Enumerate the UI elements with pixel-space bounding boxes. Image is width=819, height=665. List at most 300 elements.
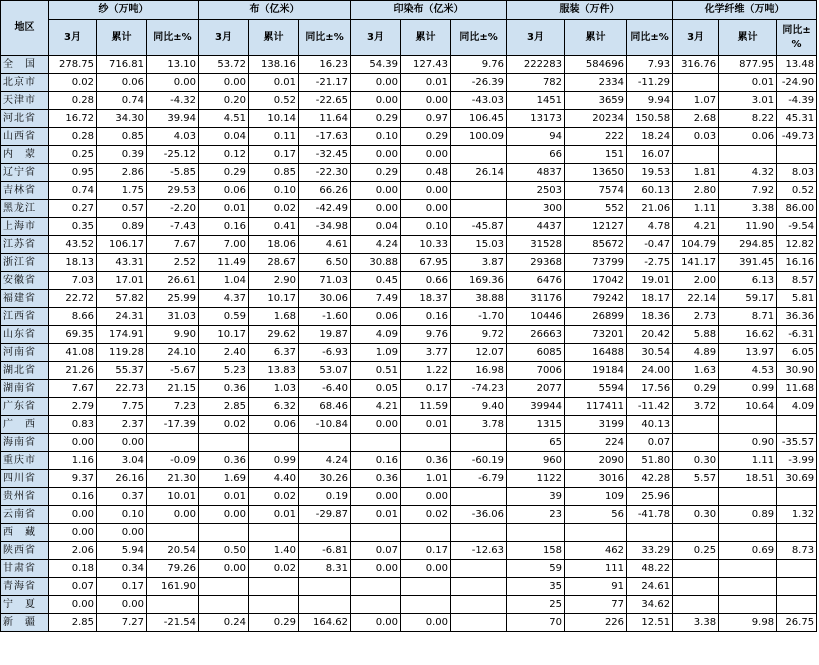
value-cell: 4.03 (147, 128, 199, 146)
value-cell: 2.00 (673, 272, 719, 290)
value-cell: 0.59 (199, 308, 249, 326)
value-cell: 0.29 (351, 164, 401, 182)
value-cell: 0.37 (97, 488, 147, 506)
value-cell: 41.08 (49, 344, 97, 362)
value-cell: 0.00 (351, 560, 401, 578)
value-cell: 28.67 (249, 254, 299, 272)
table-row (1, 542, 817, 560)
value-cell: 0.01 (199, 200, 249, 218)
group-header-yarn: 纱（万吨） (49, 1, 199, 20)
value-cell: 6.50 (299, 254, 351, 272)
value-cell: 0.07 (627, 434, 673, 452)
value-cell: 30.90 (777, 362, 817, 380)
value-cell: 17.01 (97, 272, 147, 290)
value-cell: 0.04 (199, 128, 249, 146)
region-cell: 广东省 (1, 398, 49, 416)
value-cell: 2.68 (673, 110, 719, 128)
value-cell: -21.54 (147, 614, 199, 632)
value-cell (451, 146, 507, 164)
subheader-cumulative: 累计 (97, 20, 147, 56)
value-cell: 4.51 (199, 110, 249, 128)
value-cell: 3.77 (401, 344, 451, 362)
value-cell: 59.17 (719, 290, 777, 308)
value-cell: 2.85 (199, 398, 249, 416)
value-cell: 5.57 (673, 470, 719, 488)
value-cell: 10.33 (401, 236, 451, 254)
value-cell: -34.98 (299, 218, 351, 236)
value-cell: 0.01 (401, 74, 451, 92)
table-row (1, 74, 817, 92)
value-cell: 3016 (565, 470, 627, 488)
value-cell: 8.57 (777, 272, 817, 290)
value-cell: 0.00 (199, 560, 249, 578)
value-cell (673, 416, 719, 434)
value-cell: 7.49 (351, 290, 401, 308)
value-cell: 9.98 (719, 614, 777, 632)
value-cell (673, 524, 719, 542)
value-cell: 9.72 (451, 326, 507, 344)
value-cell: -0.09 (147, 452, 199, 470)
value-cell: 6.32 (249, 398, 299, 416)
value-cell: 0.12 (199, 146, 249, 164)
value-cell: 0.00 (49, 524, 97, 542)
region-cell: 湖北省 (1, 362, 49, 380)
value-cell: 31176 (507, 290, 565, 308)
value-cell: -9.54 (777, 218, 817, 236)
value-cell: 73799 (565, 254, 627, 272)
value-cell: 0.00 (401, 614, 451, 632)
value-cell (249, 578, 299, 596)
value-cell: 20.54 (147, 542, 199, 560)
value-cell: 0.35 (49, 218, 97, 236)
region-cell: 西 藏 (1, 524, 49, 542)
value-cell: 7.75 (97, 398, 147, 416)
value-cell: 2334 (565, 74, 627, 92)
value-cell: 0.36 (351, 470, 401, 488)
value-cell: 35 (507, 578, 565, 596)
value-cell: 2.80 (673, 182, 719, 200)
value-cell (627, 524, 673, 542)
value-cell: 11.68 (777, 380, 817, 398)
region-cell: 河北省 (1, 110, 49, 128)
value-cell: 30.26 (299, 470, 351, 488)
value-cell: 26.14 (451, 164, 507, 182)
value-cell: 4.09 (777, 398, 817, 416)
value-cell: 53.72 (199, 56, 249, 74)
value-cell: 21.30 (147, 470, 199, 488)
value-cell (673, 596, 719, 614)
region-cell: 海南省 (1, 434, 49, 452)
value-cell: 5.23 (199, 362, 249, 380)
value-cell: 100.09 (451, 128, 507, 146)
value-cell: 79242 (565, 290, 627, 308)
region-cell: 北京市 (1, 74, 49, 92)
value-cell (719, 578, 777, 596)
value-cell: 34.30 (97, 110, 147, 128)
value-cell: 0.01 (401, 416, 451, 434)
value-cell (777, 560, 817, 578)
value-cell: 9.37 (49, 470, 97, 488)
value-cell: 7.93 (627, 56, 673, 74)
value-cell: -74.23 (451, 380, 507, 398)
value-cell: 2077 (507, 380, 565, 398)
value-cell: 0.95 (49, 164, 97, 182)
value-cell: 138.16 (249, 56, 299, 74)
value-cell: 0.36 (401, 452, 451, 470)
value-cell: 391.45 (719, 254, 777, 272)
subheader-yoy: 同比±% (299, 20, 351, 56)
value-cell: -6.81 (299, 542, 351, 560)
value-cell (719, 488, 777, 506)
value-cell: 0.16 (49, 488, 97, 506)
value-cell: -60.19 (451, 452, 507, 470)
value-cell: 54.39 (351, 56, 401, 74)
table-row (1, 290, 817, 308)
value-cell: 10.14 (249, 110, 299, 128)
value-cell: 67.95 (401, 254, 451, 272)
value-cell: 0.01 (199, 488, 249, 506)
value-cell: 39.94 (147, 110, 199, 128)
value-cell: 18.37 (401, 290, 451, 308)
value-cell: -35.57 (777, 434, 817, 452)
value-cell: 18.51 (719, 470, 777, 488)
value-cell: 21.06 (627, 200, 673, 218)
subheader-yoy: 同比±% (147, 20, 199, 56)
region-cell: 宁 夏 (1, 596, 49, 614)
value-cell: 4.21 (673, 218, 719, 236)
value-cell: 6.37 (249, 344, 299, 362)
value-cell: 0.01 (249, 506, 299, 524)
value-cell: -25.12 (147, 146, 199, 164)
value-cell: 2.86 (97, 164, 147, 182)
value-cell: 85672 (565, 236, 627, 254)
value-cell: 1315 (507, 416, 565, 434)
value-cell: 3.01 (719, 92, 777, 110)
value-cell: 4.24 (299, 452, 351, 470)
value-cell: 17042 (565, 272, 627, 290)
region-cell: 上海市 (1, 218, 49, 236)
value-cell (351, 434, 401, 452)
value-cell: 0.30 (673, 452, 719, 470)
value-cell: 0.30 (673, 506, 719, 524)
value-cell: 3659 (565, 92, 627, 110)
value-cell: 174.91 (97, 326, 147, 344)
value-cell: 0.11 (249, 128, 299, 146)
value-cell: -42.49 (299, 200, 351, 218)
value-cell: 30.06 (299, 290, 351, 308)
value-cell: 0.10 (249, 182, 299, 200)
value-cell (673, 146, 719, 164)
value-cell: 0.41 (249, 218, 299, 236)
value-cell: 0.89 (719, 506, 777, 524)
value-cell: 39944 (507, 398, 565, 416)
value-cell: 73201 (565, 326, 627, 344)
value-cell: 2090 (565, 452, 627, 470)
table-row (1, 614, 817, 632)
value-cell: -32.45 (299, 146, 351, 164)
value-cell (351, 578, 401, 596)
value-cell: 6085 (507, 344, 565, 362)
value-cell: 1451 (507, 92, 565, 110)
region-cell: 黑龙江 (1, 200, 49, 218)
table-row (1, 596, 817, 614)
value-cell: 0.25 (673, 542, 719, 560)
value-cell: 20.42 (627, 326, 673, 344)
value-cell: 0.01 (351, 506, 401, 524)
value-cell: 8.22 (719, 110, 777, 128)
value-cell: 71.03 (299, 272, 351, 290)
value-cell: 0.69 (719, 542, 777, 560)
value-cell: 104.79 (673, 236, 719, 254)
value-cell: 0.29 (673, 380, 719, 398)
value-cell: 16488 (565, 344, 627, 362)
value-cell: 960 (507, 452, 565, 470)
value-cell: 29368 (507, 254, 565, 272)
value-cell: 877.95 (719, 56, 777, 74)
value-cell: 29.62 (249, 326, 299, 344)
value-cell: 0.02 (249, 200, 299, 218)
value-cell: 0.39 (97, 146, 147, 164)
value-cell: 0.16 (199, 218, 249, 236)
value-cell: 18.13 (49, 254, 97, 272)
region-cell: 内 蒙 (1, 146, 49, 164)
value-cell: 5.88 (673, 326, 719, 344)
value-cell: -24.90 (777, 74, 817, 92)
table-row (1, 218, 817, 236)
region-cell: 辽宁省 (1, 164, 49, 182)
value-cell: 0.48 (401, 164, 451, 182)
region-cell: 云南省 (1, 506, 49, 524)
value-cell: 169.36 (451, 272, 507, 290)
value-cell: 0.00 (147, 74, 199, 92)
value-cell: 9.76 (401, 326, 451, 344)
value-cell: 0.27 (49, 200, 97, 218)
value-cell: 7.03 (49, 272, 97, 290)
value-cell: 4.61 (299, 236, 351, 254)
value-cell (777, 578, 817, 596)
region-cell: 江苏省 (1, 236, 49, 254)
value-cell: 22.72 (49, 290, 97, 308)
value-cell: 3.72 (673, 398, 719, 416)
value-cell: 1122 (507, 470, 565, 488)
value-cell: 0.17 (401, 542, 451, 560)
value-cell: 462 (565, 542, 627, 560)
value-cell: 6476 (507, 272, 565, 290)
value-cell: 39 (507, 488, 565, 506)
table-row (1, 128, 817, 146)
value-cell: 0.36 (199, 452, 249, 470)
value-cell (777, 596, 817, 614)
region-cell: 天津市 (1, 92, 49, 110)
value-cell: 7006 (507, 362, 565, 380)
value-cell: -6.31 (777, 326, 817, 344)
value-cell (719, 146, 777, 164)
value-cell: 36.36 (777, 308, 817, 326)
value-cell: 68.46 (299, 398, 351, 416)
value-cell: -5.67 (147, 362, 199, 380)
value-cell: 0.17 (97, 578, 147, 596)
value-cell: 16.23 (299, 56, 351, 74)
value-cell: 4.40 (249, 470, 299, 488)
value-cell (249, 524, 299, 542)
value-cell: 34.62 (627, 596, 673, 614)
region-cell: 吉林省 (1, 182, 49, 200)
value-cell: 0.00 (351, 146, 401, 164)
value-cell: 56 (565, 506, 627, 524)
value-cell: 0.00 (401, 146, 451, 164)
value-cell (147, 434, 199, 452)
value-cell: 2.73 (673, 308, 719, 326)
value-cell: 1.69 (199, 470, 249, 488)
value-cell (777, 146, 817, 164)
value-cell (401, 596, 451, 614)
value-cell: 109 (565, 488, 627, 506)
value-cell (199, 434, 249, 452)
value-cell: 18.17 (627, 290, 673, 308)
value-cell: 9.40 (451, 398, 507, 416)
value-cell: 150.58 (627, 110, 673, 128)
value-cell: 8.73 (777, 542, 817, 560)
value-cell: 65 (507, 434, 565, 452)
value-cell: 0.99 (719, 380, 777, 398)
table-row (1, 524, 817, 542)
value-cell: 59 (507, 560, 565, 578)
value-cell: 0.00 (49, 596, 97, 614)
value-cell: -4.39 (777, 92, 817, 110)
value-cell: 2.37 (97, 416, 147, 434)
region-cell: 陕西省 (1, 542, 49, 560)
value-cell: 16.98 (451, 362, 507, 380)
value-cell: -11.42 (627, 398, 673, 416)
table-row (1, 488, 817, 506)
value-cell: 42.28 (627, 470, 673, 488)
value-cell: 60.13 (627, 182, 673, 200)
value-cell: 21.26 (49, 362, 97, 380)
table-row (1, 146, 817, 164)
region-header: 地区 (1, 1, 49, 56)
value-cell: 1.75 (97, 182, 147, 200)
value-cell: 1.04 (199, 272, 249, 290)
value-cell: 18.24 (627, 128, 673, 146)
value-cell: 5594 (565, 380, 627, 398)
value-cell: -22.30 (299, 164, 351, 182)
value-cell: 0.18 (49, 560, 97, 578)
value-cell: 0.85 (249, 164, 299, 182)
value-cell: 0.00 (97, 434, 147, 452)
value-cell: 9.94 (627, 92, 673, 110)
value-cell (147, 524, 199, 542)
region-cell: 新 疆 (1, 614, 49, 632)
value-cell: 2.52 (147, 254, 199, 272)
value-cell: 19.87 (299, 326, 351, 344)
region-cell: 浙江省 (1, 254, 49, 272)
value-cell (401, 578, 451, 596)
region-cell: 贵州省 (1, 488, 49, 506)
value-cell: -2.75 (627, 254, 673, 272)
value-cell: 0.19 (299, 488, 351, 506)
value-cell: -1.60 (299, 308, 351, 326)
value-cell: 77 (565, 596, 627, 614)
value-cell: 141.17 (673, 254, 719, 272)
value-cell: 51.80 (627, 452, 673, 470)
value-cell (401, 434, 451, 452)
value-cell: 70 (507, 614, 565, 632)
value-cell: 1.32 (777, 506, 817, 524)
value-cell: 0.06 (199, 182, 249, 200)
table-row (1, 398, 817, 416)
value-cell: 15.03 (451, 236, 507, 254)
value-cell (299, 578, 351, 596)
value-cell: 0.52 (249, 92, 299, 110)
value-cell: 584696 (565, 56, 627, 74)
value-cell: 4.09 (351, 326, 401, 344)
value-cell: 0.74 (49, 182, 97, 200)
value-cell: -41.78 (627, 506, 673, 524)
table-row (1, 200, 817, 218)
table-row (1, 362, 817, 380)
value-cell (565, 524, 627, 542)
value-cell: 1.68 (249, 308, 299, 326)
header-group-row (1, 1, 817, 20)
value-cell: 0.51 (351, 362, 401, 380)
value-cell: 12.51 (627, 614, 673, 632)
value-cell: 45.31 (777, 110, 817, 128)
value-cell: 6.13 (719, 272, 777, 290)
value-cell: 8.66 (49, 308, 97, 326)
value-cell: 0.00 (351, 200, 401, 218)
value-cell: 79.26 (147, 560, 199, 578)
value-cell: 0.04 (351, 218, 401, 236)
subheader-month: 3月 (507, 20, 565, 56)
value-cell (249, 596, 299, 614)
value-cell: 10446 (507, 308, 565, 326)
value-cell: -5.85 (147, 164, 199, 182)
value-cell (299, 434, 351, 452)
value-cell (719, 524, 777, 542)
table-row (1, 164, 817, 182)
region-cell: 河南省 (1, 344, 49, 362)
value-cell: 17.56 (627, 380, 673, 398)
value-cell: 11.49 (199, 254, 249, 272)
value-cell: -17.39 (147, 416, 199, 434)
value-cell: 0.00 (351, 614, 401, 632)
value-cell (451, 524, 507, 542)
value-cell (451, 488, 507, 506)
region-cell: 江西省 (1, 308, 49, 326)
table-row (1, 326, 817, 344)
value-cell: 38.88 (451, 290, 507, 308)
value-cell: 0.00 (351, 92, 401, 110)
value-cell: 0.28 (49, 92, 97, 110)
value-cell: 106.17 (97, 236, 147, 254)
value-cell: 10.17 (199, 326, 249, 344)
value-cell: 0.02 (49, 74, 97, 92)
value-cell: 1.11 (719, 452, 777, 470)
value-cell: 26.75 (777, 614, 817, 632)
value-cell: 0.10 (351, 128, 401, 146)
value-cell: 3.38 (719, 200, 777, 218)
value-cell: 43.31 (97, 254, 147, 272)
value-cell: 0.25 (49, 146, 97, 164)
subheader-cumulative: 累计 (401, 20, 451, 56)
region-cell: 福建省 (1, 290, 49, 308)
value-cell: 13.97 (719, 344, 777, 362)
value-cell: 4837 (507, 164, 565, 182)
value-cell: 4.21 (351, 398, 401, 416)
value-cell: 4437 (507, 218, 565, 236)
value-cell: 0.24 (199, 614, 249, 632)
value-cell (673, 434, 719, 452)
